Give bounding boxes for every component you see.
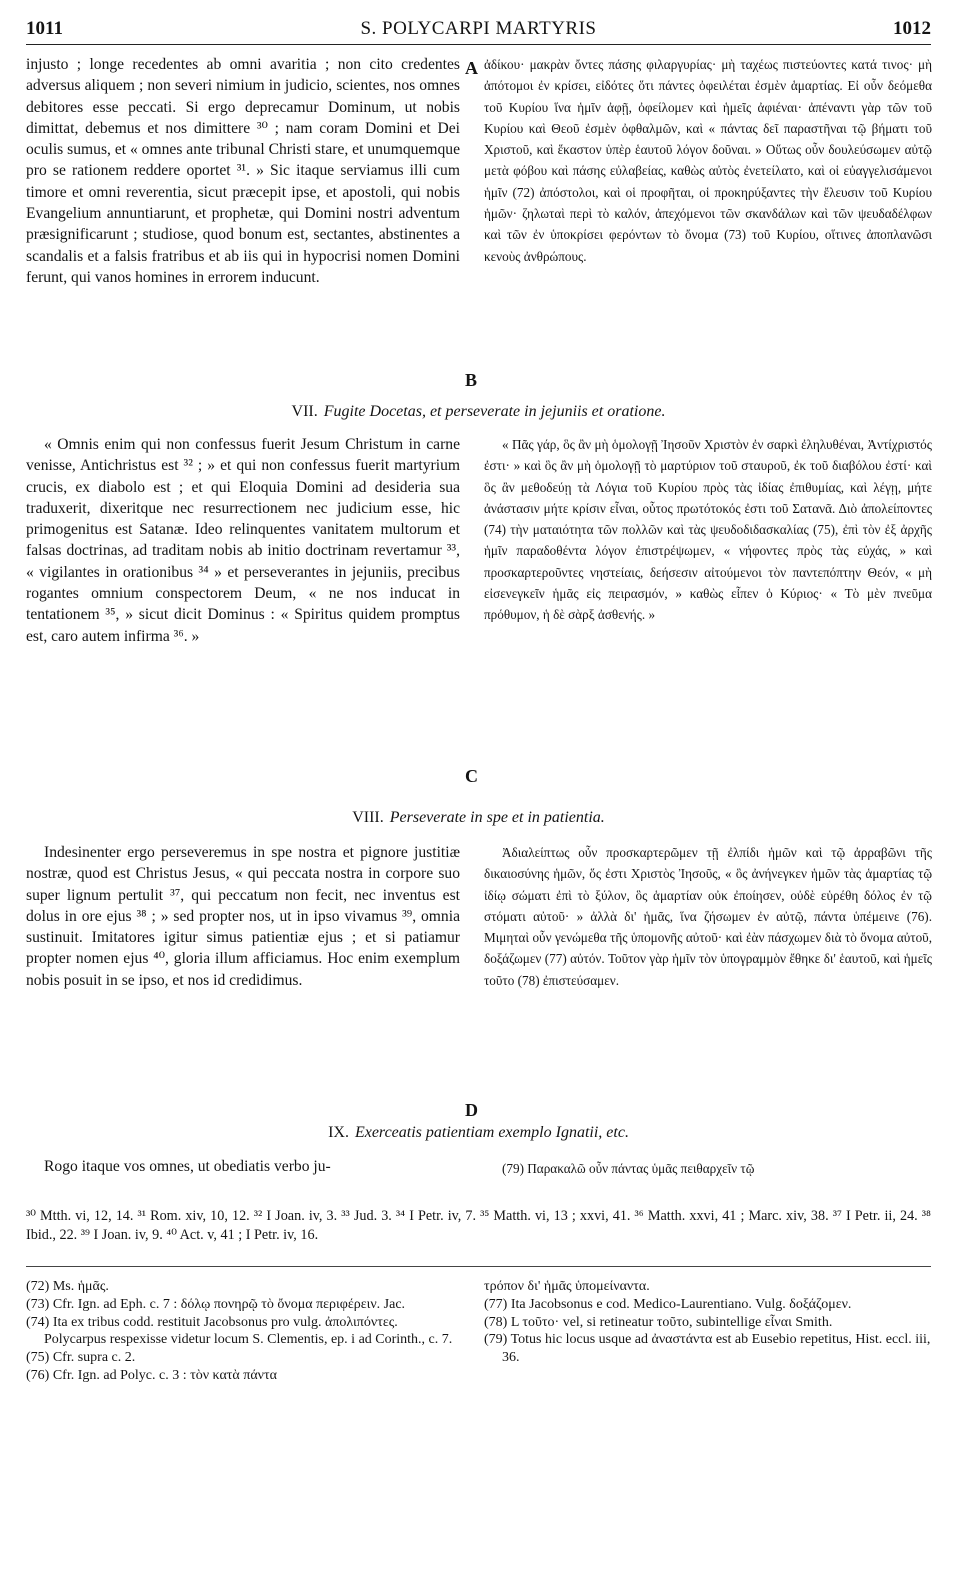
footnote: (78) L τοῦτο· vel, si retineatur τοῦτο, subintellige εἶναι Smith. <box>484 1314 833 1330</box>
footnote: (72) Ms. ἡμᾶς. <box>26 1279 109 1294</box>
latin-text-ix: Rogo itaque vos omnes, ut obediatis verbo ju- <box>44 1158 331 1175</box>
section-title: Perseverate in spe et in patientia. <box>389 809 605 826</box>
greek-text-viii: Ἀδιαλείπτως οὖν προσκαρτερῶμεν τῇ ἐλπίδι ἡμῶν καὶ τῷ ἀρραβῶνι τῆς δικαιοσύνης ἡμῶν, ὅς ἐστι Χριστὸς Ἰησοῦς, « ὃς ἀνήνεγκεν ἡμῶν τὰς ἁμαρτίας τῷ ἰδίῳ σώματι ἐπὶ τὸ ξύλον, ὃς ἁμαρτίαν οὐκ ἐποίησεν, οὐδὲ εὑρέθη δόλος ἐν τῷ στόματι αὐτοῦ· » ἀλλὰ δι' ἡμᾶς, ἵνα ζήσωμεν ἐν αὐτῷ, πάντα ὑπέμεινε (76). Μιμηταὶ οὖν γενώμεθα τῆς ὑπομονῆς αὐτοῦ· καὶ ἐὰν πάσχωμεν διὰ τὸ ὄνομα αὐτοῦ, δοξάζωμεν (77) αὐτόν. Τοῦτον γὰρ ἡμῖν τὸν ὑπογραμμὸν ἔθηκε δι' ἑαυτοῦ, καὶ ἡμεῖς τοῦτο (78) ἐπιστεύσαμεν. <box>484 845 932 988</box>
section-number: IX. <box>328 1124 349 1141</box>
footnote: (74) Ita ex tribus codd. restituit Jacobsonus pro vulg. ἀπολιπόντες. Polycarpus respexisse videtur locum S. Clementis, ep. i ad Corinth., c. 7. <box>26 1314 453 1348</box>
footnote: (77) Ita Jacobsonus e cod. Medico-Laurentiano. Vulg. δοξάζομεν. <box>484 1296 852 1312</box>
footnote-continuation: τρόπον δι' ἡμᾶς ὑπομείναντα. <box>484 1279 650 1294</box>
section-heading-vii <box>26 403 931 421</box>
latin-text-viii: Indesinenter ergo perseveremus in spe nostra et pignore justitiæ nostræ, quod est Christus Jesus, « qui peccata nostra in corpore suo super lignum pertulit ³⁷, qui peccatum non fecit, nec inventus est dolus in ore ejus ³⁸ ; » sed propter nos, ut in ipso vivamus ³⁹, omnia sustinuit. Imitatores igitur simus patientiæ ejus ; et si patiamur propter nomen ejus ⁴⁰, gloria illum afficiamus. Hoc enim exemplum nobis posuit in se ipso, et nos id credidimus. <box>26 844 460 989</box>
footnote: (75) Cfr. supra c. 2. <box>26 1350 136 1366</box>
section-number: VII. <box>291 403 318 420</box>
section-title: Fugite Docetas, et perseverate in jejuniis et oratione. <box>323 403 666 420</box>
margin-marker-a: A <box>465 58 478 78</box>
page-number-left: 1011 <box>26 18 63 39</box>
section-heading-viii <box>26 809 931 827</box>
greek-text-vi: ἀδίκου· μακρὰν ὄντες πάσης φιλαργυρίας· μὴ ταχέως πιστεύοντες κατά τινος· μὴ ἀπότομοι ἐν κρίσει, εἰδότες ὅτι πάντες ὀφειλέται ἐσμὲν ἁμαρτίας. Εἰ οὖν δεόμεθα τοῦ Κυρίου ἵνα ἡμῖν ἀφῇ, ὀφείλομεν καὶ ἡμεῖς ἀφιέναι· ἀπέναντι γὰρ τῶν τοῦ Κυρίου καὶ Θεοῦ ἐσμὲν ὀφθαλμῶν, καὶ « πάντας δεῖ παραστῆναι τῷ βήματι τοῦ Χριστοῦ, καὶ ἕκαστον ὑπὲρ ἑαυτοῦ λόγον δοῦναι. » Οὕτως οὖν δουλεύσωμεν αὐτῷ μετὰ φόβου καὶ πάσης εὐλαβείας, καθὼς αὐτὸς ἐνετείλατο, καὶ οἱ εὐαγγελισάμενοι ἡμῖν (72) ἀπόστολοι, καὶ οἱ προφῆται, οἱ προκηρύξαντες τὴν ἔλευσιν τοῦ Κυρίου ἡμῶν· ζηλωταὶ περὶ τὸ καλόν, ἀπεχόμενοι τῶν σκανδάλων καὶ τῶν ψευδαδέλφων καὶ τῶν ἐν ὑποκρίσει φερόντων τὸ ὄνομα (73) τοῦ Κυρίου, οἵτινες ἀποπλανῶσι κενοὺς ἀνθρώπους. <box>484 57 932 264</box>
latin-text-vi: injusto ; longe recedentes ab omni avaritia ; non cito credentes adversus aliquem ; non severi nimium in judicio, scientes, nos omnes debitores esse peccati. Si ergo deprecamur Dominum, ut nobis dimittat, debemus et nos dimittere ³⁰ ; nam coram Domini et Dei oculis sumus, et « omnes ante tribunal Christi stare, et unumquemque pro se rationem reddere oportet ³¹. » Sic itaque serviamus illi cum timore et omni reverentia, sicut præcepit ipse, et apostoli, qui nobis Evangelium annuntiarunt, et prophetæ, qui Domini nostri adventum præsignificarunt ; studiose, quod bonum est, sectantes, abstinentes a scandalis et a falsis fratribus et ab iis qui in hypocrisi nomen Domini ferunt, qui vanos homines in errorem inducunt. <box>26 56 460 286</box>
footnote: (73) Cfr. Ign. ad Eph. c. 7 : δόλῳ πονηρῷ τὸ ὄνομα περιφέρειν. Jac. <box>26 1296 406 1312</box>
footnotes-right <box>484 1278 931 1367</box>
running-title: S. POLYCARPI MARTYRIS <box>360 18 597 39</box>
section-heading-ix <box>26 1124 931 1142</box>
greek-text-vii: « Πᾶς γάρ, ὃς ἂν μὴ ὁμολογῇ Ἰησοῦν Χριστὸν ἐν σαρκὶ ἐληλυθέναι, Ἀντίχριστός ἐστι· » καὶ ὃς ἂν μὴ ὁμολογῇ τὸ μαρτύριον τοῦ σταυροῦ, ἐκ τοῦ διαβόλου ἐστί· καὶ ὃς ἂν μεθοδεύῃ τὰ Λόγια τοῦ Κυρίου πρὸς τὰς ἰδίας ἐπιθυμίας, καὶ λέγῃ, μήτε ἀνάστασιν μήτε κρίσιν εἶναι, οὗτος πρωτότοκός ἐστι τοῦ Σατανᾶ. Διὸ ἀπολείποντες (74) τὴν ματαιότητα τῶν πολλῶν καὶ τὰς ψευδοδιδασκαλίας (75), ἐπὶ τὸν ἐξ ἀρχῆς ἡμῖν παραδοθέντα λόγον ἐπιστρέψωμεν, « νήφοντες πρὸς τὰς εὐχάς, » καὶ προσκαρτεροῦντες νηστείαις, δεήσεσιν αἰτούμενοι τὸν παντεπόπτην Θεόν, « μὴ εἰσενεγκεῖν ἡμᾶς εἰς πειρασμόν, » καθὼς εἶπεν ὁ Κύριος· « Τὸ μὲν πνεῦμα πρόθυμον, ἡ δὲ σὰρξ ἀσθενής. » <box>484 437 932 623</box>
footnote: (79) Totus hic locus usque ad ἀναστάντα est ab Eusebio repetitus, Hist. eccl. iii, 36. <box>484 1332 931 1366</box>
latin-text-vii: « Omnis enim qui non confessus fuerit Jesum Christum in carne venisse, Antichristus est ³² ; » et qui non confessus fuerit martyrium crucis, ex diabolo est ; et qui Eloquia Domini ad desideria sua traduxerit, dixeritque nec resurrectionem nec judicium esse, hic primogenitus est Satanæ. Ideo relinquentes vanitatem multorum et falsas doctrinas, ad traditam nobis ab initio doctrinam revertamur ³³, « vigilantes in orationibus ³⁴ » et perseverantes in jejuniis, precibus rogantes omnium conspectorem Deum, « ne nos inducat in tentationem ³⁵, » sicut dicit Dominus : « Spiritus quidem promptus est, caro autem infirma ³⁶. » <box>26 436 460 645</box>
margin-marker-d: D <box>465 1100 478 1120</box>
footnotes-left <box>26 1278 462 1385</box>
footnote: (76) Cfr. Ign. ad Polyc. c. 3 : τὸν κατὰ πάντα <box>26 1367 277 1383</box>
page-number-right: 1012 <box>893 18 931 39</box>
section-title: Exerceatis patientiam exemplo Ignatii, etc. <box>354 1124 629 1141</box>
margin-marker-c: C <box>465 766 478 786</box>
greek-text-ix: (79) Παρακαλῶ οὖν πάντας ὑμᾶς πειθαρχεῖν τῷ <box>502 1161 755 1176</box>
footnote-divider <box>26 1266 931 1267</box>
section-number: VIII. <box>352 809 384 826</box>
margin-marker-b: B <box>465 370 478 390</box>
scripture-references: ³⁰ Mtth. vi, 12, 14. ³¹ Rom. xiv, 10, 12. ³² I Joan. iv, 3. ³³ Jud. 3. ³⁴ I Petr. iv, 7. ³⁵ Matth. vi, 13 ; xxvi, 41. ³⁶ Matth. xxvi, 41 ; Marc. xiv, 38. ³⁷ I Petr. ii, 24. ³⁸ Ibid., 22. ³⁹ I Joan. iv, 9. ⁴⁰ Act. v, 41 ; I Petr. iv, 16. <box>26 1208 931 1243</box>
running-header <box>26 16 931 45</box>
